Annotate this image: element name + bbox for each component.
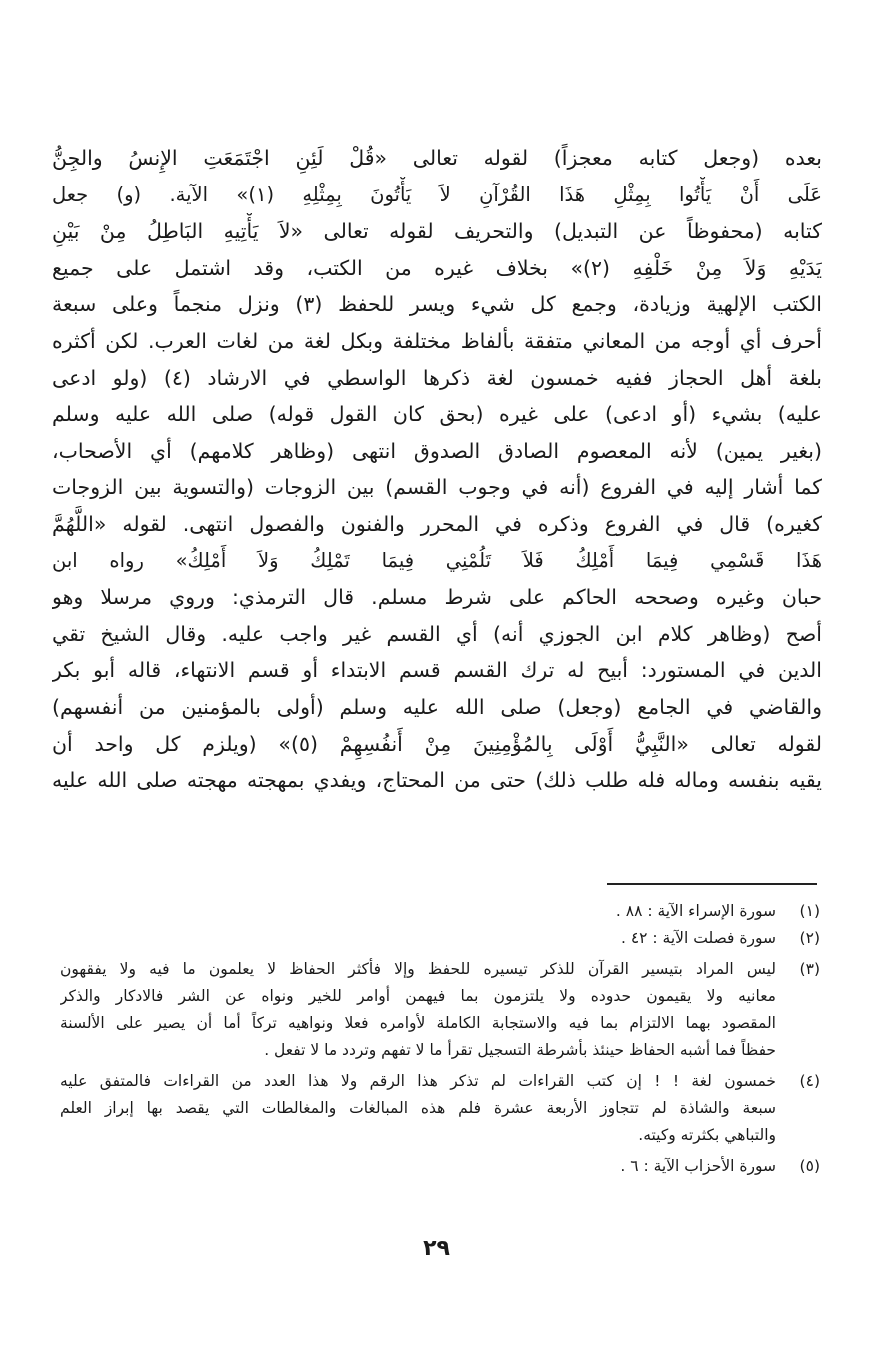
footnote-1 [60,898,820,925]
footnote-text: سورة الإسراء الآية : ٨٨ . [615,902,776,920]
footnote-text: معانيه ولا يقيمون حدوده ولا يلتزمون بما فيهمن أوامر للخير ونواه عن الشر فالادكار والذكر [60,987,776,1005]
footnote-text: سورة الأحزاب الآية : ٦ . [620,1157,776,1175]
body-line: لقوله تعالى «النَّبِيُّ أَوْلَى بِالمُؤْمِنِينَ مِنْ أَنفُسِهِمْ (٥)» (ويلزم كل واحد أن [52,731,822,756]
footnote-2 [60,925,820,952]
footnote-text: سورة فصلت الآية : ٤٢ . [620,929,776,947]
footnote-text: والتباهي بكثرته وكيته. [638,1126,776,1144]
footnotes-section [60,898,820,1180]
footnote-number: (٥) [799,1157,820,1175]
body-line: أصح (وظاهر كلام ابن الجوزي أنه) أي القسم غير واجب عليه. وقال الشيخ تقي [52,621,822,646]
footnote-number: (١) [799,902,820,920]
body-line: الكتب الإلهية وزيادة، وجمع كل شيء ويسر للحفظ (٣) ونزل منجماً وعلى سبعة [52,292,822,317]
body-line: عَلَى أَنْ يَأْتُوا بِمِثْلِ هَذَا القُرْآنِ لاَ يَأْتُونَ بِمِثْلِهِ (١)» الآية. (و) جعل [52,182,822,206]
body-line: بعده (وجعل كتابه معجزاً) لقوله تعالى «قُلْ لَئِنِ اجْتَمَعَتِ الإِنسُ والجِنُّ [52,146,822,170]
footnote-3 [60,956,820,1064]
footnote-divider [607,883,817,885]
footnote-text: ليس المراد بتيسير القرآن للذكر تيسيره للحفظ وإلا فأكثر الحفاظ لا يعلمون ما فيه ولا يفقهون [60,960,776,978]
body-line: هَذَا قَسْمِي فِيمَا أَمْلِكُ فَلاَ تَلُمْنِي فِيمَا تَمْلِكُ وَلاَ أَمْلِكُ» رواه ابن [52,548,822,572]
page-number: ٢٩ [423,1236,450,1261]
body-line: حبان وغيره وصححه الحاكم على شرط مسلم. قال الترمذي: وروي مرسلا وهو [52,585,822,610]
body-line: أحرف أي أوجه من المعاني متفقة بألفاظ مختلفة وبكل لغة من لغات العرب. لكن أكثره [52,328,822,353]
body-line: كتابه (محفوظاً عن التبديل) والتحريف لقوله تعالى «لاَ يَأْتِيهِ البَاطِلُ مِنْ بَيْنِ [52,219,822,244]
body-line: (بغير يمين) لأنه المعصوم الصادق الصدوق انتهى (وظاهر كلامهم) أي الأصحاب، [52,438,822,463]
footnote-text: خمسون لغة ! ! إن كتب القراءات لم تذكر هذا الرقم ولا هذا العدد من القراءات فالمتفق عليه [60,1072,776,1090]
footnote-number: (٢) [799,929,820,947]
main-body-text [52,140,822,799]
footnote-number: (٤) [799,1072,820,1090]
footnote-text: سبعة والشاذة لم تتجاوز الأربعة عشرة فلم هذه المبالغات والمغالطات التي يقصد بها إبراز العلم [60,1099,776,1117]
footnote-4 [60,1068,820,1149]
body-line: كغيره) قال في الفروع وذكره في المحرر والفنون والفصول انتهى. لقوله «اللَّهُمَّ [52,511,822,536]
body-line: يَدَيْهِ وَلاَ مِنْ خَلْفِهِ (٢)» بخلاف غيره من الكتب، وقد اشتمل على جميع [52,255,822,280]
body-line: بلغة أهل الحجاز ففيه خمسون لغة ذكرها الواسطي في الارشاد (٤) (ولو ادعى [52,365,822,390]
footnote-5 [60,1153,820,1180]
footnote-text: المقصود بهما الالتزام بما فيه والاستجابة الكاملة لأوامره فعلا ونواهيه تركاً أما أن يصير على الألسنة [60,1014,776,1032]
body-line: يقيه بنفسه وماله فله طلب ذلك) حتى من المحتاج، ويفدي بمهجته مهجته صلى الله عليه [52,768,822,793]
footnote-text: حفظاً فما أشبه الحفاظ حينئذ بأشرطة التسجيل تقرأ ما لا تفهم وتردد ما لا تفعل . [264,1041,776,1059]
body-line: عليه) بشيء (أو ادعى) على غيره (بحق كان القول قوله) صلى الله عليه وسلم [52,402,822,427]
body-line: كما أشار إليه في الفروع (أنه في وجوب القسم) بين الزوجات (والتسوية بين الزوجات [52,475,822,500]
footnote-number: (٣) [799,960,820,978]
body-line: الدين في المستورد: أبيح له ترك القسم قسم الابتداء أو قسم الانتهاء، قاله أبو بكر [52,658,822,683]
body-line: والقاضي في الجامع (وجعل) صلى الله عليه وسلم (أولى بالمؤمنين من أنفسهم) [52,694,822,719]
